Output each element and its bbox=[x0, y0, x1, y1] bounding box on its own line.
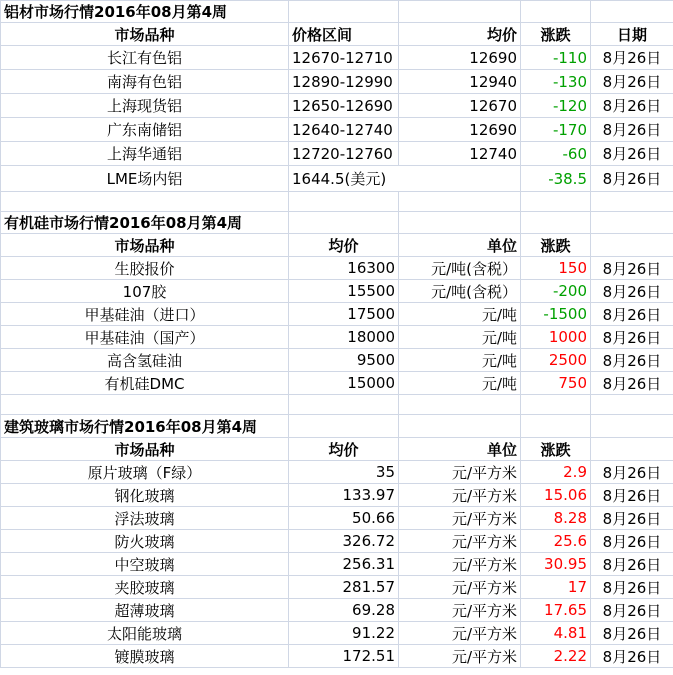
variety-cell: 长江有色铝 bbox=[1, 46, 289, 70]
unit-cell: 元/平方米 bbox=[399, 484, 521, 507]
variety-cell: 浮法玻璃 bbox=[1, 507, 289, 530]
avg-cell: 172.51 bbox=[289, 645, 399, 668]
change-cell: 1000 bbox=[521, 326, 591, 349]
date-cell: 8月26日 bbox=[591, 645, 673, 668]
col-header-range: 价格区间 bbox=[289, 23, 399, 46]
table-row bbox=[1, 118, 673, 142]
col-header-variety: 市场品种 bbox=[1, 234, 289, 257]
col-header-variety: 市场品种 bbox=[1, 23, 289, 46]
avg-cell: 12740 bbox=[399, 142, 521, 166]
col-header-avg: 均价 bbox=[289, 438, 399, 461]
change-cell: -170 bbox=[521, 118, 591, 142]
change-cell: -130 bbox=[521, 70, 591, 94]
table-row bbox=[1, 280, 673, 303]
avg-cell: 50.66 bbox=[289, 507, 399, 530]
section-title-row bbox=[1, 1, 673, 23]
date-cell: 8月26日 bbox=[591, 622, 673, 645]
change-cell: -120 bbox=[521, 94, 591, 118]
variety-cell: 原片玻璃（F绿） bbox=[1, 461, 289, 484]
date-cell: 8月26日 bbox=[591, 484, 673, 507]
variety-cell: 防火玻璃 bbox=[1, 530, 289, 553]
unit-cell: 元/吨 bbox=[399, 349, 521, 372]
date-cell: 8月26日 bbox=[591, 118, 673, 142]
date-cell: 8月26日 bbox=[591, 599, 673, 622]
change-cell: -1500 bbox=[521, 303, 591, 326]
variety-cell: 中空玻璃 bbox=[1, 553, 289, 576]
table-row bbox=[1, 70, 673, 94]
unit-cell: 元/平方米 bbox=[399, 599, 521, 622]
table-row bbox=[1, 257, 673, 280]
variety-cell: 镀膜玻璃 bbox=[1, 645, 289, 668]
unit-cell: 元/吨(含税） bbox=[399, 257, 521, 280]
variety-cell: 超薄玻璃 bbox=[1, 599, 289, 622]
table-row bbox=[1, 303, 673, 326]
table-row bbox=[1, 349, 673, 372]
table-row bbox=[1, 142, 673, 166]
table-row bbox=[1, 94, 673, 118]
table-row bbox=[1, 530, 673, 553]
change-cell: 25.6 bbox=[521, 530, 591, 553]
avg-cell: 12940 bbox=[399, 70, 521, 94]
change-cell: 8.28 bbox=[521, 507, 591, 530]
col-header-unit: 单位 bbox=[399, 438, 521, 461]
avg-cell: 18000 bbox=[289, 326, 399, 349]
avg-cell: 91.22 bbox=[289, 622, 399, 645]
variety-cell: 夹胶玻璃 bbox=[1, 576, 289, 599]
table-row bbox=[1, 461, 673, 484]
table-row bbox=[1, 166, 673, 192]
variety-cell: 上海华通铝 bbox=[1, 142, 289, 166]
variety-cell: 生胶报价 bbox=[1, 257, 289, 280]
date-cell: 8月26日 bbox=[591, 303, 673, 326]
table-row bbox=[1, 484, 673, 507]
section-title-silicone: 有机硅市场行情2016年08月第4周 bbox=[1, 212, 289, 234]
col-header-date: 日期 bbox=[591, 23, 673, 46]
variety-cell: 107胶 bbox=[1, 280, 289, 303]
unit-cell: 元/平方米 bbox=[399, 622, 521, 645]
unit-cell: 元/平方米 bbox=[399, 645, 521, 668]
variety-cell: 甲基硅油（进口） bbox=[1, 303, 289, 326]
variety-cell: 甲基硅油（国产） bbox=[1, 326, 289, 349]
date-cell: 8月26日 bbox=[591, 46, 673, 70]
change-cell: 30.95 bbox=[521, 553, 591, 576]
col-header-variety: 市场品种 bbox=[1, 438, 289, 461]
change-cell: 17.65 bbox=[521, 599, 591, 622]
date-cell: 8月26日 bbox=[591, 257, 673, 280]
header-row bbox=[1, 438, 673, 461]
range-cell: 1644.5(美元) bbox=[289, 166, 399, 192]
date-cell: 8月26日 bbox=[591, 94, 673, 118]
change-cell: 150 bbox=[521, 257, 591, 280]
date-cell: 8月26日 bbox=[591, 461, 673, 484]
avg-cell: 133.97 bbox=[289, 484, 399, 507]
change-cell: 2.9 bbox=[521, 461, 591, 484]
change-cell: 17 bbox=[521, 576, 591, 599]
date-cell: 8月26日 bbox=[591, 530, 673, 553]
date-cell: 8月26日 bbox=[591, 349, 673, 372]
change-cell: -200 bbox=[521, 280, 591, 303]
range-cell: 12650-12690 bbox=[289, 94, 399, 118]
date-cell: 8月26日 bbox=[591, 553, 673, 576]
unit-cell: 元/平方米 bbox=[399, 507, 521, 530]
variety-cell: 有机硅DMC bbox=[1, 372, 289, 395]
table-row bbox=[1, 46, 673, 70]
date-cell: 8月26日 bbox=[591, 142, 673, 166]
unit-cell: 元/平方米 bbox=[399, 461, 521, 484]
variety-cell: LME场内铝 bbox=[1, 166, 289, 192]
section-title-row bbox=[1, 212, 673, 234]
date-cell: 8月26日 bbox=[591, 166, 673, 192]
avg-cell: 15000 bbox=[289, 372, 399, 395]
col-header-avg: 均价 bbox=[289, 234, 399, 257]
date-cell: 8月26日 bbox=[591, 280, 673, 303]
avg-cell: 12690 bbox=[399, 118, 521, 142]
range-cell: 12640-12740 bbox=[289, 118, 399, 142]
avg-cell: 326.72 bbox=[289, 530, 399, 553]
date-cell: 8月26日 bbox=[591, 326, 673, 349]
col-header-unit: 单位 bbox=[399, 234, 521, 257]
section-title-aluminum: 铝材市场行情2016年08月第4周 bbox=[1, 1, 289, 23]
variety-cell: 上海现货铝 bbox=[1, 94, 289, 118]
change-cell: -60 bbox=[521, 142, 591, 166]
header-row bbox=[1, 23, 673, 46]
variety-cell: 广东南储铝 bbox=[1, 118, 289, 142]
col-header-change: 涨跌 bbox=[521, 234, 591, 257]
avg-cell: 35 bbox=[289, 461, 399, 484]
variety-cell: 高含氢硅油 bbox=[1, 349, 289, 372]
change-cell: 2.22 bbox=[521, 645, 591, 668]
date-cell: 8月26日 bbox=[591, 576, 673, 599]
avg-cell: 256.31 bbox=[289, 553, 399, 576]
change-cell: 4.81 bbox=[521, 622, 591, 645]
change-cell: -38.5 bbox=[521, 166, 591, 192]
range-cell: 12890-12990 bbox=[289, 70, 399, 94]
variety-cell: 太阳能玻璃 bbox=[1, 622, 289, 645]
table-row bbox=[1, 622, 673, 645]
change-cell: -110 bbox=[521, 46, 591, 70]
table-row bbox=[1, 553, 673, 576]
avg-cell: 281.57 bbox=[289, 576, 399, 599]
spacer-row bbox=[1, 395, 673, 415]
header-row bbox=[1, 234, 673, 257]
col-header-change: 涨跌 bbox=[521, 438, 591, 461]
avg-cell bbox=[399, 166, 521, 192]
table-row bbox=[1, 507, 673, 530]
avg-cell: 15500 bbox=[289, 280, 399, 303]
table-row bbox=[1, 645, 673, 668]
change-cell: 2500 bbox=[521, 349, 591, 372]
variety-cell: 南海有色铝 bbox=[1, 70, 289, 94]
unit-cell: 元/平方米 bbox=[399, 576, 521, 599]
unit-cell: 元/平方米 bbox=[399, 530, 521, 553]
table-row bbox=[1, 576, 673, 599]
table-row bbox=[1, 372, 673, 395]
section-title-glass: 建筑玻璃市场行情2016年08月第4周 bbox=[1, 415, 289, 438]
change-cell: 750 bbox=[521, 372, 591, 395]
avg-cell: 9500 bbox=[289, 349, 399, 372]
table-row bbox=[1, 326, 673, 349]
unit-cell: 元/吨(含税） bbox=[399, 280, 521, 303]
avg-cell: 17500 bbox=[289, 303, 399, 326]
unit-cell: 元/吨 bbox=[399, 372, 521, 395]
avg-cell: 16300 bbox=[289, 257, 399, 280]
unit-cell: 元/吨 bbox=[399, 326, 521, 349]
col-header-change: 涨跌 bbox=[521, 23, 591, 46]
range-cell: 12670-12710 bbox=[289, 46, 399, 70]
date-cell: 8月26日 bbox=[591, 372, 673, 395]
range-cell: 12720-12760 bbox=[289, 142, 399, 166]
date-cell: 8月26日 bbox=[591, 70, 673, 94]
avg-cell: 12670 bbox=[399, 94, 521, 118]
date-cell: 8月26日 bbox=[591, 507, 673, 530]
unit-cell: 元/平方米 bbox=[399, 553, 521, 576]
spacer-row bbox=[1, 192, 673, 212]
variety-cell: 钢化玻璃 bbox=[1, 484, 289, 507]
section-title-row bbox=[1, 415, 673, 438]
avg-cell: 69.28 bbox=[289, 599, 399, 622]
change-cell: 15.06 bbox=[521, 484, 591, 507]
col-header-avg: 均价 bbox=[399, 23, 521, 46]
avg-cell: 12690 bbox=[399, 46, 521, 70]
unit-cell: 元/吨 bbox=[399, 303, 521, 326]
table-row bbox=[1, 599, 673, 622]
